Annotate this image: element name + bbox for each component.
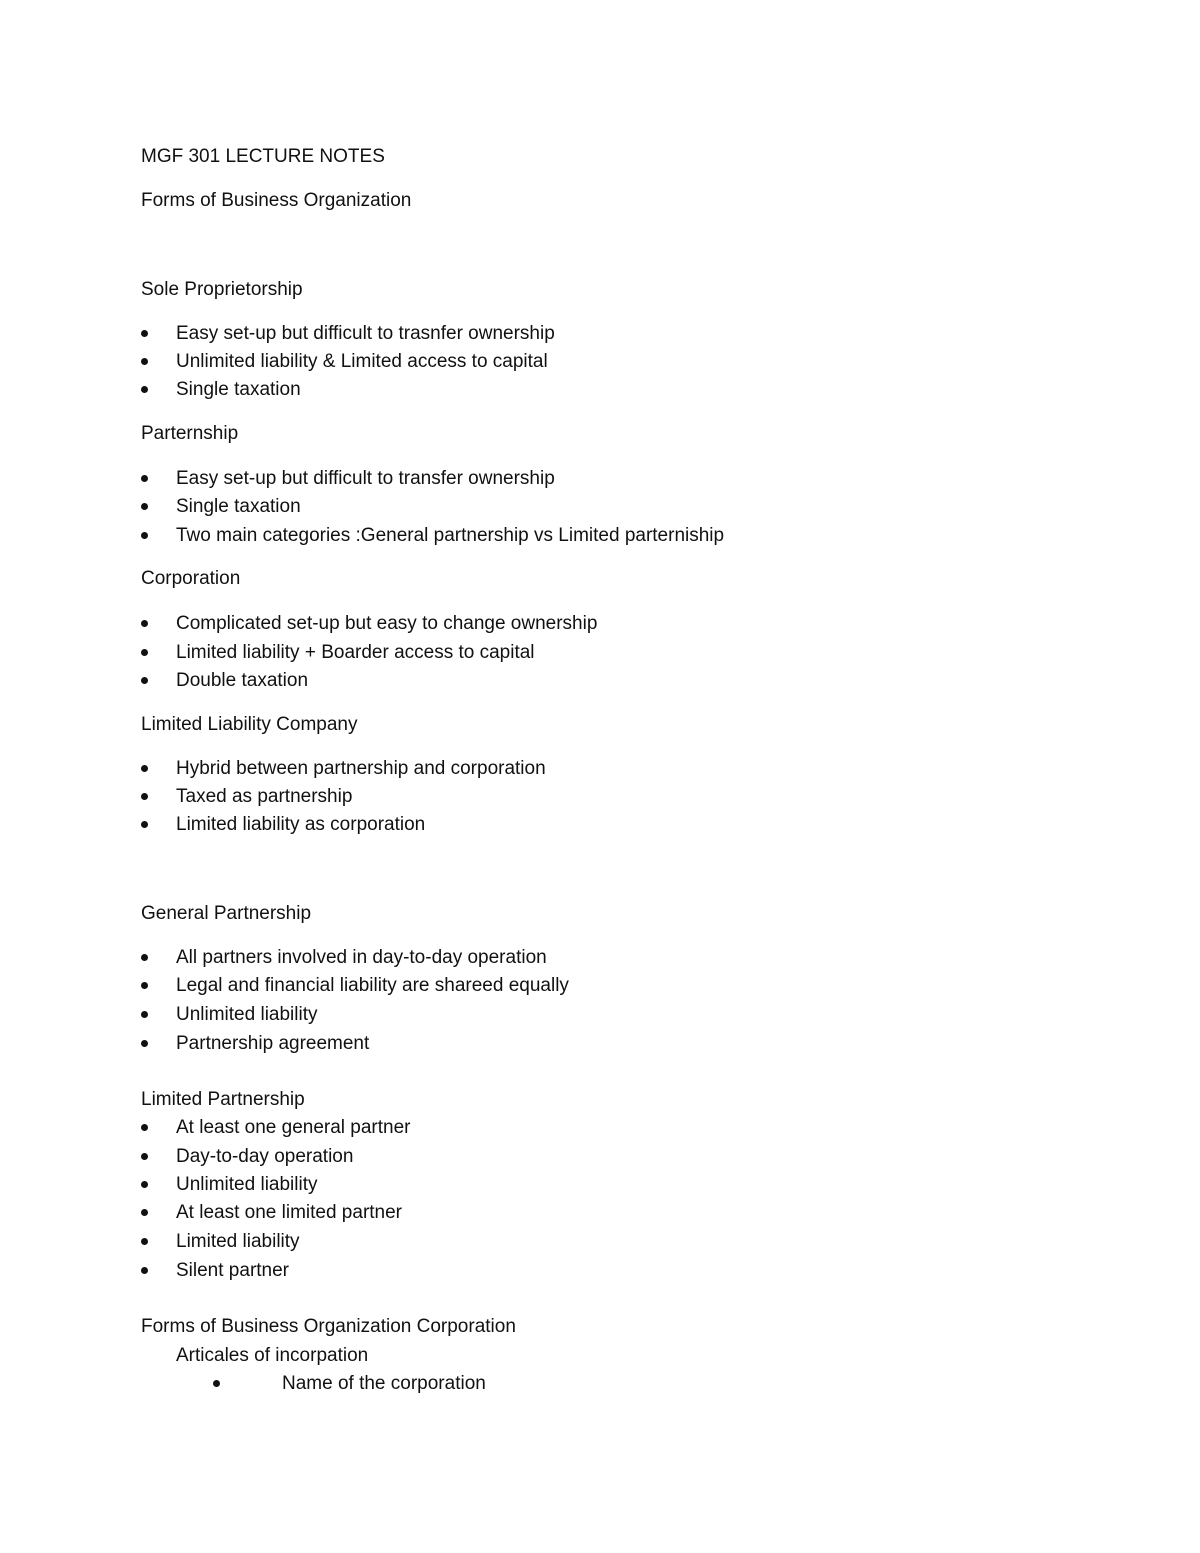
bullet-icon [141, 793, 148, 800]
bullet-icon [141, 330, 148, 337]
bullet-icon [141, 503, 148, 510]
bullet-icon [141, 1238, 148, 1245]
bullet-icon [141, 386, 148, 393]
section-heading-llc: Limited Liability Company [141, 714, 358, 735]
bullet-icon [141, 1181, 148, 1188]
bullet-icon [213, 1380, 220, 1387]
bullet-icon [141, 475, 148, 482]
bullet-icon [141, 954, 148, 961]
section-heading-forms-corporation: Forms of Business Organization Corporation [141, 1316, 516, 1337]
bullet-icon [141, 1209, 148, 1216]
bullet-icon [141, 532, 148, 539]
bullet-icon [141, 821, 148, 828]
bullet-icon [141, 1124, 148, 1131]
bullet-icon [141, 620, 148, 627]
section-heading-sole-proprietorship: Sole Proprietorship [141, 279, 303, 300]
section-heading-partnership: Parternship [141, 423, 239, 444]
document-subtitle: Forms of Business Organization [141, 190, 412, 211]
bullet-icon [141, 1040, 148, 1047]
section-heading-corporation: Corporation [141, 568, 241, 589]
bullet-icon [141, 765, 148, 772]
document-page: MGF 301 LECTURE NOTES Forms of Business Organization Sole Proprietorship Easy set-up but difficult to trasnfer ownership Unlimited liability & Limited access to capital Single taxation Parternship Easy set-up but difficult to transfer ownership Single taxation Two main categories :General partnership vs Limited parterniship Corporation Complicated set-up but easy to change ownership Limited liability + Boarder access to capital Double taxation Limited Liability Company Hybrid between partnership and corporation Taxed as partnership Limited liability as corporation General Partnership All partners involved in day-to-day operation Legal and financial liability are shareed equally Unlimited liability Partnership agreement Limited Partnership At least one general partner Day-to-day operation Unlimited liability At least one limited partner Limited liability Silent partner Forms of Business Organization Corporation Articales of incorpation Name of the corporation [141, 146, 725, 1394]
bullet-icon [141, 982, 148, 989]
document-title: MGF 301 LECTURE NOTES [141, 146, 385, 167]
bullet-icon [141, 1011, 148, 1018]
sub-heading-articles: Articales of incorpation [176, 1345, 369, 1366]
section-heading-general-partnership: General Partnership [141, 903, 312, 924]
bullet-icon [141, 649, 148, 656]
bullet-icon [141, 358, 148, 365]
section-heading-limited-partnership: Limited Partnership [141, 1089, 305, 1110]
bullet-icon [141, 1267, 148, 1274]
bullet-icon [141, 1153, 148, 1160]
bullet-icon [141, 677, 148, 684]
